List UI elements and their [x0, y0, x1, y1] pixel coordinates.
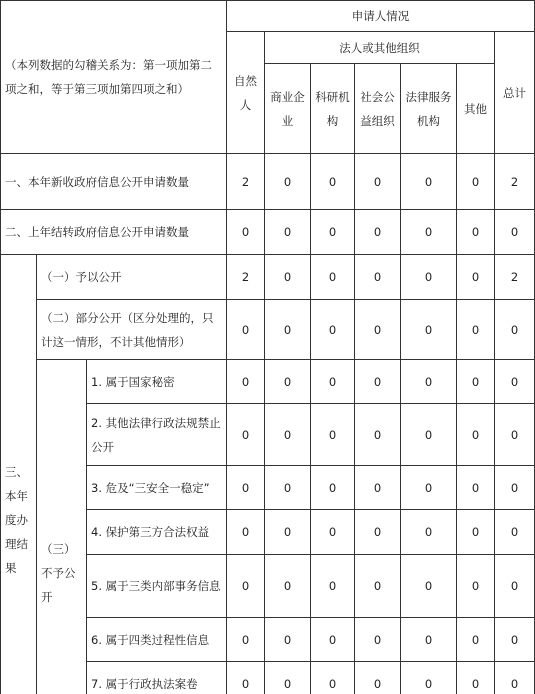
cell-other: 0: [457, 210, 495, 255]
cell-other: 0: [457, 300, 495, 360]
cell-total: 0: [495, 618, 535, 662]
cell-business: 0: [265, 555, 311, 618]
row-label: （一）予以公开: [37, 255, 227, 300]
row-label: 6. 属于四类过程性信息: [87, 618, 227, 662]
col-header-other: 其他: [457, 64, 495, 154]
cell-natural-person: 0: [227, 510, 265, 555]
cell-natural-person: 0: [227, 404, 265, 466]
legal-group-header: 法人或其他组织: [265, 32, 495, 64]
row-label: 4. 保护第三方合法权益: [87, 510, 227, 555]
cell-business: 0: [265, 510, 311, 555]
cell-research: 0: [311, 255, 355, 300]
cell-research: 0: [311, 360, 355, 404]
cell-business: 0: [265, 662, 311, 694]
table-row: [1, 154, 535, 210]
table-note: （本列数据的勾稽关系为：第一项加第二项之和，等于第三项加第四项之和）: [5, 58, 212, 96]
table-row: [1, 360, 535, 404]
cell-total: 0: [495, 360, 535, 404]
cell-other: 0: [457, 360, 495, 404]
cell-other: 0: [457, 154, 495, 210]
cell-other: 0: [457, 466, 495, 510]
cell-natural-person: 0: [227, 360, 265, 404]
cell-legal-service: 0: [401, 662, 457, 694]
row-label: 二、上年结转政府信息公开申请数量: [1, 210, 227, 255]
col-header-legal-service: 法律服务机构: [401, 64, 457, 154]
cell-other: 0: [457, 404, 495, 466]
cell-research: 0: [311, 210, 355, 255]
cell-public-welfare: 0: [355, 555, 401, 618]
row-label: 1. 属于国家秘密: [87, 360, 227, 404]
cell-business: 0: [265, 404, 311, 466]
cell-other: 0: [457, 662, 495, 694]
total-header: 总计: [495, 32, 535, 154]
cell-total: 0: [495, 510, 535, 555]
section-three-label: 三、本年度办理结果: [1, 255, 37, 694]
cell-other: 0: [457, 618, 495, 662]
cell-research: 0: [311, 662, 355, 694]
cell-business: 0: [265, 255, 311, 300]
cell-total: 2: [495, 255, 535, 300]
row-label: 7. 属于行政执法案卷: [87, 662, 227, 694]
cell-legal-service: 0: [401, 255, 457, 300]
cell-natural-person: 0: [227, 210, 265, 255]
cell-research: 0: [311, 510, 355, 555]
natural-person-header: 自然人: [227, 32, 265, 154]
cell-research: 0: [311, 555, 355, 618]
cell-legal-service: 0: [401, 154, 457, 210]
cell-research: 0: [311, 404, 355, 466]
cell-public-welfare: 0: [355, 360, 401, 404]
cell-other: 0: [457, 255, 495, 300]
cell-business: 0: [265, 360, 311, 404]
cell-total: 0: [495, 404, 535, 466]
row-label: 5. 属于三类内部事务信息: [87, 555, 227, 618]
cell-public-welfare: 0: [355, 510, 401, 555]
cell-public-welfare: 0: [355, 662, 401, 694]
cell-natural-person: 0: [227, 618, 265, 662]
cell-public-welfare: 0: [355, 255, 401, 300]
applicant-header: 申请人情况: [227, 1, 535, 32]
cell-legal-service: 0: [401, 466, 457, 510]
row-label: 一、本年新收政府信息公开申请数量: [1, 154, 227, 210]
cell-public-welfare: 0: [355, 300, 401, 360]
table-row: [1, 210, 535, 255]
cell-research: 0: [311, 618, 355, 662]
cell-total: 0: [495, 555, 535, 618]
cell-legal-service: 0: [401, 404, 457, 466]
cell-business: 0: [265, 618, 311, 662]
cell-research: 0: [311, 154, 355, 210]
table-row: [1, 300, 535, 360]
cell-legal-service: 0: [401, 510, 457, 555]
cell-research: 0: [311, 300, 355, 360]
col-header-business: 商业企业: [265, 64, 311, 154]
cell-total: 0: [495, 210, 535, 255]
cell-research: 0: [311, 466, 355, 510]
cell-natural-person: 0: [227, 300, 265, 360]
row-label: 3. 危及“三安全一稳定”: [87, 466, 227, 510]
row-label: （二）部分公开（区分处理的，只计这一情形，不计其他情形）: [37, 300, 227, 360]
cell-business: 0: [265, 210, 311, 255]
cell-natural-person: 2: [227, 154, 265, 210]
cell-public-welfare: 0: [355, 154, 401, 210]
cell-legal-service: 0: [401, 210, 457, 255]
table-row: [1, 255, 535, 300]
cell-public-welfare: 0: [355, 404, 401, 466]
cell-natural-person: 2: [227, 255, 265, 300]
cell-natural-person: 0: [227, 555, 265, 618]
cell-legal-service: 0: [401, 555, 457, 618]
cell-other: 0: [457, 510, 495, 555]
col-header-public-welfare: 社会公益组织: [355, 64, 401, 154]
cell-legal-service: 0: [401, 300, 457, 360]
cell-natural-person: 0: [227, 662, 265, 694]
cell-other: 0: [457, 555, 495, 618]
cell-business: 0: [265, 154, 311, 210]
cell-public-welfare: 0: [355, 210, 401, 255]
not-disclosed-label: （三）不予公开: [37, 360, 87, 694]
cell-total: 0: [495, 466, 535, 510]
cell-public-welfare: 0: [355, 466, 401, 510]
cell-natural-person: 0: [227, 466, 265, 510]
cell-business: 0: [265, 466, 311, 510]
cell-business: 0: [265, 300, 311, 360]
cell-total: 2: [495, 154, 535, 210]
cell-public-welfare: 0: [355, 618, 401, 662]
row-label: 2. 其他法律行政法规禁止公开: [87, 404, 227, 466]
table-note-cell: [1, 1, 227, 154]
col-header-research: 科研机构: [311, 64, 355, 154]
cell-legal-service: 0: [401, 618, 457, 662]
cell-total: 0: [495, 662, 535, 694]
cell-legal-service: 0: [401, 360, 457, 404]
cell-total: 0: [495, 300, 535, 360]
